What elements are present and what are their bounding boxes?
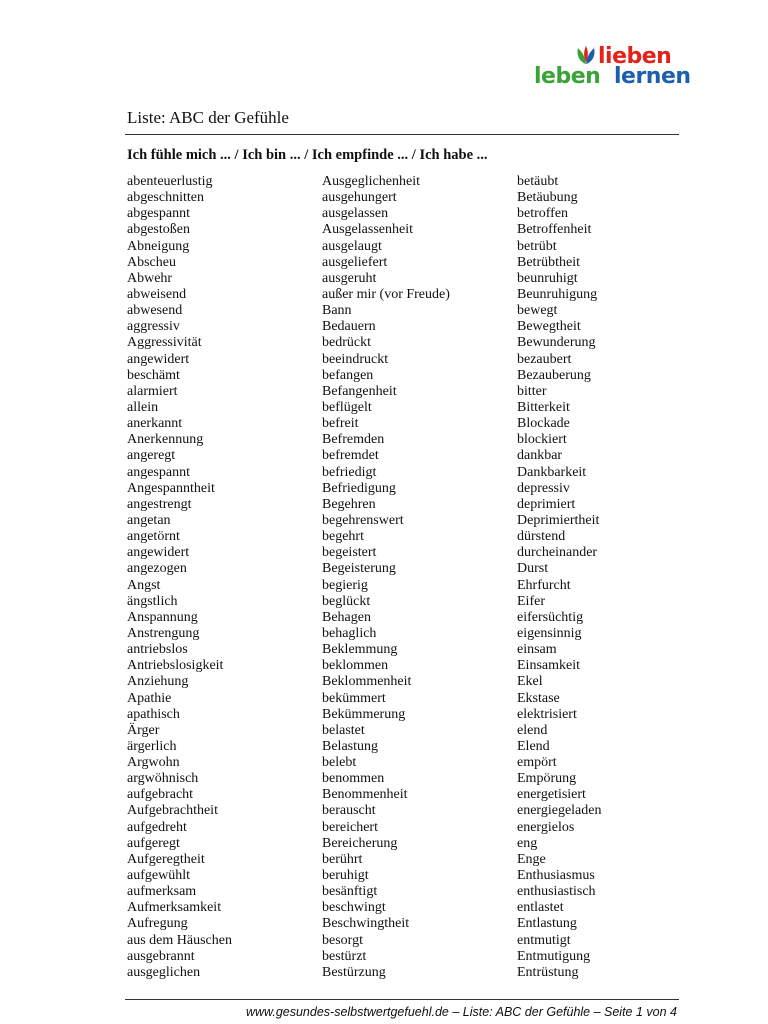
- list-item: betroffen: [517, 206, 569, 222]
- list-item: ängstlich: [127, 593, 178, 609]
- list-item: Anstrengung: [127, 625, 200, 641]
- logo-word-lernen: lernen: [614, 64, 691, 89]
- list-item: ausgebrannt: [127, 948, 195, 964]
- list-item: Betäubung: [517, 190, 578, 206]
- list-item: Argwohn: [127, 755, 180, 771]
- list-item: befremdet: [322, 448, 379, 464]
- list-item: Entmutigung: [517, 948, 591, 964]
- list-item: apathisch: [127, 706, 180, 722]
- list-item: Belastung: [322, 738, 378, 754]
- list-item: Beklommenheit: [322, 674, 412, 690]
- list-item: enthusiastisch: [517, 884, 596, 900]
- list-item: Aufgeregtheit: [127, 851, 205, 867]
- list-item: angestrengt: [127, 496, 192, 512]
- list-item: beruhigt: [322, 868, 369, 884]
- list-item: angeregt: [127, 448, 176, 464]
- list-item: energetisiert: [517, 787, 586, 803]
- list-item: aufgeregt: [127, 835, 180, 851]
- list-item: argwöhnisch: [127, 771, 199, 787]
- list-item: Ehrfurcht: [517, 577, 571, 593]
- word-column-2: [322, 174, 450, 981]
- list-item: Bezauberung: [517, 367, 591, 383]
- list-item: beglückt: [322, 593, 371, 609]
- list-item: bewegt: [517, 303, 558, 319]
- list-item: ausgelaugt: [322, 238, 382, 254]
- list-item: beschämt: [127, 367, 180, 383]
- list-item: beschwingt: [322, 900, 386, 916]
- logo-word-leben: leben: [534, 64, 601, 89]
- list-item: Anerkennung: [127, 432, 204, 448]
- list-item: Befangenheit: [322, 383, 397, 399]
- list-item: Bewegtheit: [517, 319, 581, 335]
- list-item: ärgerlich: [127, 738, 177, 754]
- brand-logo: [530, 44, 691, 90]
- list-item: angewidert: [127, 351, 190, 367]
- list-item: Aufmerksamkeit: [127, 900, 222, 916]
- list-item: aufmerksam: [127, 884, 197, 900]
- list-item: Beklemmung: [322, 642, 398, 658]
- list-item: Bestürzung: [322, 964, 386, 980]
- list-item: Aufgebrachtheit: [127, 803, 218, 819]
- list-item: Betroffenheit: [517, 222, 592, 238]
- divider: [125, 134, 679, 135]
- list-item: bereichert: [322, 819, 378, 835]
- list-item: befriedigt: [322, 464, 377, 480]
- list-item: beeindruckt: [322, 351, 389, 367]
- list-item: begierig: [322, 577, 368, 593]
- page-subtitle: Ich fühle mich ... / Ich bin ... / Ich empfinde ... / Ich habe ...: [127, 147, 488, 163]
- list-item: entlastet: [517, 900, 564, 916]
- list-item: Enge: [517, 851, 546, 867]
- list-item: Enthusiasmus: [517, 868, 595, 884]
- list-item: alarmiert: [127, 383, 178, 399]
- list-item: anerkannt: [127, 416, 183, 432]
- list-item: Empörung: [517, 771, 577, 787]
- list-item: begehrenswert: [322, 512, 404, 528]
- list-item: Ausgelassenheit: [322, 222, 413, 238]
- list-item: Elend: [517, 738, 550, 754]
- list-item: allein: [127, 399, 159, 415]
- list-item: aggressiv: [127, 319, 180, 335]
- list-item: ausgeruht: [322, 270, 377, 286]
- list-item: Deprimiertheit: [517, 512, 600, 528]
- list-item: Entlastung: [517, 916, 577, 932]
- list-item: Abneigung: [127, 238, 190, 254]
- list-item: abgespannt: [127, 206, 190, 222]
- list-item: angezogen: [127, 561, 187, 577]
- list-item: antriebslos: [127, 642, 188, 658]
- list-item: angetan: [127, 512, 171, 528]
- list-item: belastet: [322, 722, 365, 738]
- list-item: Ekstase: [517, 690, 560, 706]
- list-item: Angst: [127, 577, 161, 593]
- list-item: Befriedigung: [322, 480, 396, 496]
- list-item: Ärger: [127, 722, 160, 738]
- list-item: Blockade: [517, 416, 570, 432]
- list-item: Benommenheit: [322, 787, 408, 803]
- list-item: angewidert: [127, 545, 190, 561]
- list-item: elend: [517, 722, 548, 738]
- list-item: Bewunderung: [517, 335, 596, 351]
- list-item: Abscheu: [127, 254, 176, 270]
- list-item: Beunruhigung: [517, 286, 598, 302]
- list-item: Bedauern: [322, 319, 376, 335]
- list-item: Aufregung: [127, 916, 188, 932]
- list-item: bedrückt: [322, 335, 371, 351]
- list-item: Eifer: [517, 593, 545, 609]
- list-item: dankbar: [517, 448, 563, 464]
- list-item: energiegeladen: [517, 803, 602, 819]
- list-item: begeistert: [322, 545, 377, 561]
- list-item: durcheinander: [517, 545, 598, 561]
- list-item: Einsamkeit: [517, 658, 580, 674]
- list-item: aus dem Häuschen: [127, 932, 232, 948]
- list-item: Befremden: [322, 432, 385, 448]
- list-item: betrübt: [517, 238, 557, 254]
- list-item: besorgt: [322, 932, 363, 948]
- list-item: befangen: [322, 367, 374, 383]
- page-footer: www.gesundes-selbstwertgefuehl.de – Liste: ABC der Gefühle – Seite 1 von 4: [245, 1005, 677, 1019]
- list-item: abweisend: [127, 286, 187, 302]
- list-item: depressiv: [517, 480, 570, 496]
- list-item: eng: [517, 835, 538, 851]
- list-item: benommen: [322, 771, 385, 787]
- list-item: abwesend: [127, 303, 183, 319]
- list-item: angetörnt: [127, 529, 180, 545]
- list-item: Ekel: [517, 674, 543, 690]
- list-item: berauscht: [322, 803, 376, 819]
- list-item: energielos: [517, 819, 575, 835]
- list-item: Abwehr: [127, 270, 173, 286]
- list-item: befreit: [322, 416, 359, 432]
- list-item: Bitterkeit: [517, 399, 570, 415]
- list-item: Anspannung: [127, 609, 198, 625]
- list-item: belebt: [322, 755, 357, 771]
- list-item: ausgehungert: [322, 190, 397, 206]
- list-item: beflügelt: [322, 399, 372, 415]
- list-item: Bereicherung: [322, 835, 398, 851]
- list-item: Antriebslosigkeit: [127, 658, 224, 674]
- list-item: Betrübtheit: [517, 254, 580, 270]
- list-item: Beschwingtheit: [322, 916, 410, 932]
- list-item: außer mir (vor Freude): [322, 286, 450, 302]
- list-item: Durst: [517, 561, 549, 577]
- list-item: begehrt: [322, 529, 364, 545]
- list-item: Angespanntheit: [127, 480, 215, 496]
- list-item: betäubt: [517, 174, 559, 189]
- list-item: elektrisiert: [517, 706, 577, 722]
- list-item: einsam: [517, 642, 557, 658]
- list-item: beunruhigt: [517, 270, 578, 286]
- list-item: berührt: [322, 851, 363, 867]
- list-item: abgestoßen: [127, 222, 190, 238]
- list-item: bekümmert: [322, 690, 386, 706]
- list-item: Entrüstung: [517, 964, 579, 980]
- list-item: ausgeglichen: [127, 964, 201, 980]
- list-item: Behagen: [322, 609, 371, 625]
- list-item: bitter: [517, 383, 547, 399]
- word-column-1: [127, 174, 232, 981]
- list-item: eigensinnig: [517, 625, 582, 641]
- list-item: besänftigt: [322, 884, 378, 900]
- list-item: entmutigt: [517, 932, 571, 948]
- list-item: empört: [517, 755, 557, 771]
- list-item: beklommen: [322, 658, 389, 674]
- list-item: dürstend: [517, 529, 566, 545]
- list-item: bestürzt: [322, 948, 367, 964]
- list-item: angespannt: [127, 464, 190, 480]
- word-column-3: [517, 174, 601, 981]
- list-item: eifersüchtig: [517, 609, 584, 625]
- list-item: Aggressivität: [127, 335, 202, 351]
- list-item: Apathie: [127, 690, 172, 706]
- list-item: behaglich: [322, 625, 377, 641]
- page-title: Liste: ABC der Gefühle: [127, 108, 289, 127]
- list-item: aufgedreht: [127, 819, 187, 835]
- logo-word-lieben: lieben: [598, 44, 672, 69]
- list-item: Begehren: [322, 496, 376, 512]
- list-item: Anziehung: [127, 674, 189, 690]
- list-item: aufgebracht: [127, 787, 194, 803]
- footer-divider: [125, 999, 679, 1000]
- list-item: Begeisterung: [322, 561, 396, 577]
- list-item: abenteuerlustig: [127, 174, 213, 189]
- list-item: Ausgeglichenheit: [322, 174, 420, 189]
- list-item: Bekümmerung: [322, 706, 406, 722]
- list-item: abgeschnitten: [127, 190, 204, 206]
- list-item: Bann: [322, 303, 352, 319]
- list-item: blockiert: [517, 432, 567, 448]
- list-item: deprimiert: [517, 496, 576, 512]
- list-item: Dankbarkeit: [517, 464, 587, 480]
- list-item: ausgeliefert: [322, 254, 388, 270]
- list-item: bezaubert: [517, 351, 572, 367]
- list-item: aufgewühlt: [127, 868, 190, 884]
- list-item: ausgelassen: [322, 206, 389, 222]
